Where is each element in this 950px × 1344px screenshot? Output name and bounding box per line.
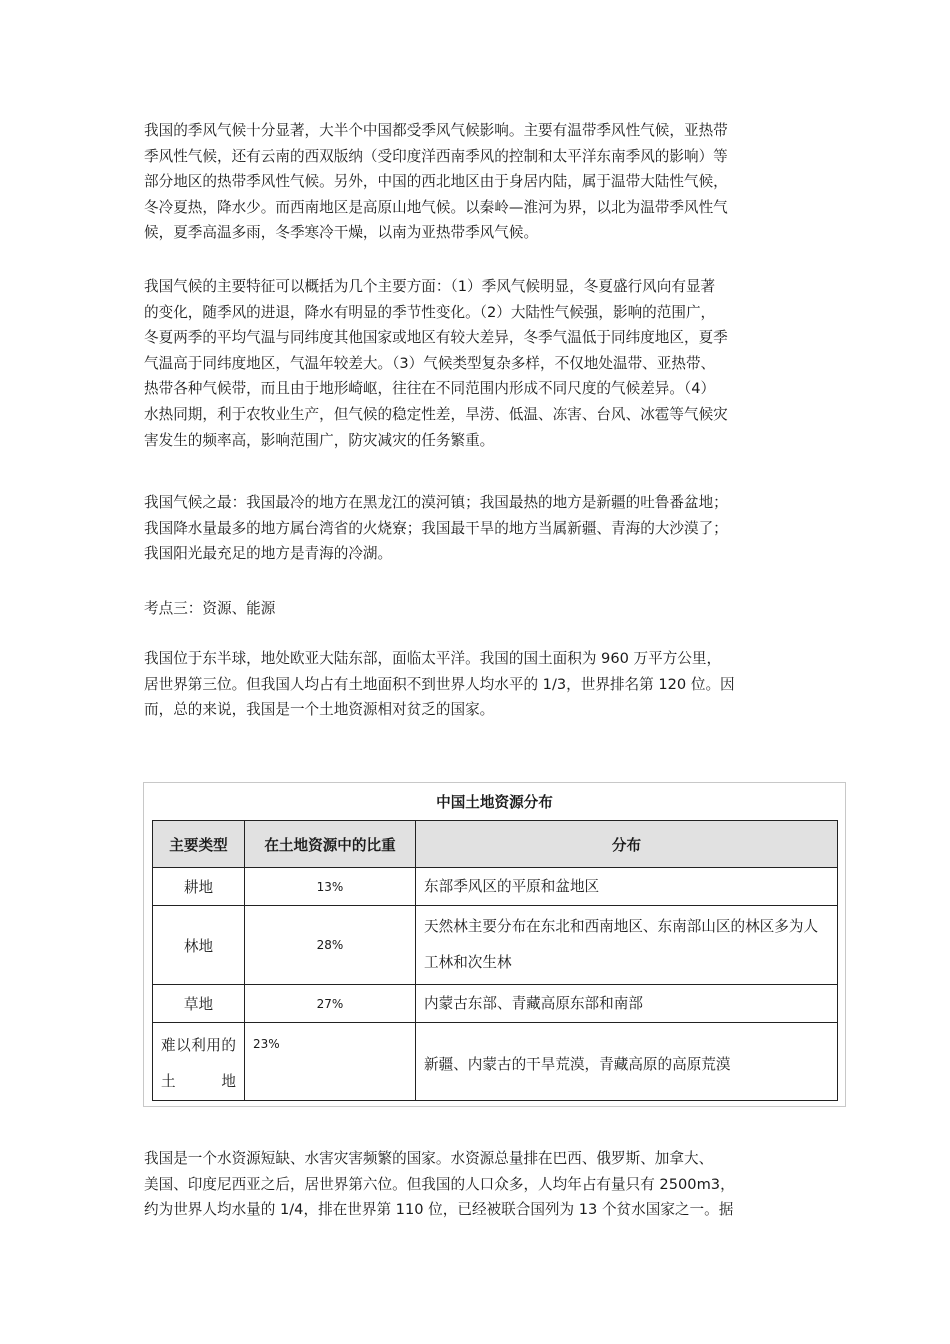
land-resource-table <box>152 820 838 1101</box>
cell-type: 林地 <box>153 906 245 985</box>
heading-text: 考点三：资源、能源 <box>144 600 276 617</box>
text-line: 美国、印度尼西亚之后，居世界第六位。但我国的人口众多，人均年占有量只有 2500m3， <box>144 1175 735 1193</box>
cell-ratio: 23% <box>245 1023 416 1101</box>
cell-type: 耕地 <box>153 868 245 906</box>
text-line: 害发生的频率高，影响范围广，防灾减灾的任务繁重。 <box>144 431 495 449</box>
text-line: 我国是一个水资源短缺、水害灾害频繁的国家。水资源总量排在巴西、俄罗斯、加拿大、 <box>144 1150 714 1167</box>
text-line: 冬夏两季的平均气温与同纬度其他国家或地区有较大差异，冬季气温低于同纬度地区，夏季 <box>144 329 728 347</box>
header-ratio: 在土地资源中的比重 <box>245 821 416 868</box>
paragraph-monsoon-climate <box>144 118 812 246</box>
text-line: 的变化，随季风的进退，降水有明显的季节性变化。（2）大陆性气候强，影响的范围广， <box>144 303 716 321</box>
text-line: 季风性气候，还有云南的西双版纳（受印度洋西南季风的控制和太平洋东南季风的影响）等 <box>144 147 728 165</box>
text-line: 我国的季风气候十分显著，大半个中国都受季风气候影响。主要有温带季风性气候，亚热带 <box>144 122 728 139</box>
text-line: 部分地区的热带季风性气候。另外，中国的西北地区由于身居内陆，属于温带大陆性气候， <box>144 173 728 191</box>
table-row <box>153 906 838 985</box>
text-line: 而，总的来说，我国是一个土地资源相对贫乏的国家。 <box>144 701 495 719</box>
paragraph-climate-extremes <box>144 490 812 567</box>
header-distribution: 分布 <box>416 821 838 868</box>
paragraph-water-resources <box>144 1146 812 1223</box>
text-line: 我国阳光最充足的地方是青海的冷湖。 <box>144 545 393 563</box>
text-line: 气温高于同纬度地区，气温年较差大。（3）气候类型复杂多样，不仅地处温带、亚热带、 <box>144 354 716 372</box>
section-heading <box>144 596 812 622</box>
text-line: 我国气候之最：我国最冷的地方在黑龙江的漠河镇；我国最热的地方是新疆的吐鲁番盆地； <box>144 494 728 511</box>
text-line: 我国气候的主要特征可以概括为几个主要方面：（1）季风气候明显，冬夏盛行风向有显著 <box>144 278 716 295</box>
text-line: 我国位于东半球，地处欧亚大陆东部，面临太平洋。我国的国土面积为 960 万平方公里， <box>144 650 722 667</box>
table-row <box>153 1023 838 1101</box>
table-header-row <box>153 821 838 868</box>
cell-ratio: 28% <box>245 906 416 985</box>
text-line: 热带各种气候带，而且由于地形崎岖，往往在不同范围内形成不同尺度的气候差异。（4） <box>144 380 716 398</box>
cell-distribution: 内蒙古东部、青藏高原东部和南部 <box>416 985 838 1023</box>
cell-distribution: 天然林主要分布在东北和西南地区、东南部山区的林区多为人工林和次生林 <box>416 906 838 985</box>
cell-ratio: 13% <box>245 868 416 906</box>
text-line: 我国降水量最多的地方属台湾省的火烧寮；我国最干旱的地方当属新疆、青海的大沙漠了； <box>144 519 728 537</box>
text-line: 冬冷夏热，降水少。而西南地区是高原山地气候。以秦岭—淮河为界，以北为温带季风性气 <box>144 198 728 216</box>
cell-type: 草地 <box>153 985 245 1023</box>
paragraph-climate-features <box>144 274 812 453</box>
cell-ratio: 27% <box>245 985 416 1023</box>
cell-type: 难以利用的土地 <box>153 1023 245 1101</box>
land-resource-table-figure <box>143 782 846 1107</box>
cell-distribution: 新疆、内蒙古的干旱荒漠，青藏高原的高原荒漠 <box>416 1023 838 1101</box>
text-line: 水热同期，利于农牧业生产，但气候的稳定性差，旱涝、低温、冻害、台风、冰雹等气候灾 <box>144 405 728 423</box>
table-row <box>153 868 838 906</box>
text-line: 约为世界人均水量的 1/4，排在世界第 110 位，已经被联合国列为 13 个贫水国家之一。据 <box>144 1201 734 1219</box>
table-title: 中国土地资源分布 <box>436 794 553 811</box>
table-row <box>153 985 838 1023</box>
text-line: 居世界第三位。但我国人均占有土地面积不到世界人均水平的 1/3，世界排名第 120 位。因 <box>144 675 735 693</box>
paragraph-land-area <box>144 646 812 723</box>
cell-distribution: 东部季风区的平原和盆地区 <box>416 868 838 906</box>
header-type: 主要类型 <box>153 821 245 868</box>
text-line: 候，夏季高温多雨，冬季寒冷干燥，以南为亚热带季风气候。 <box>144 224 539 242</box>
